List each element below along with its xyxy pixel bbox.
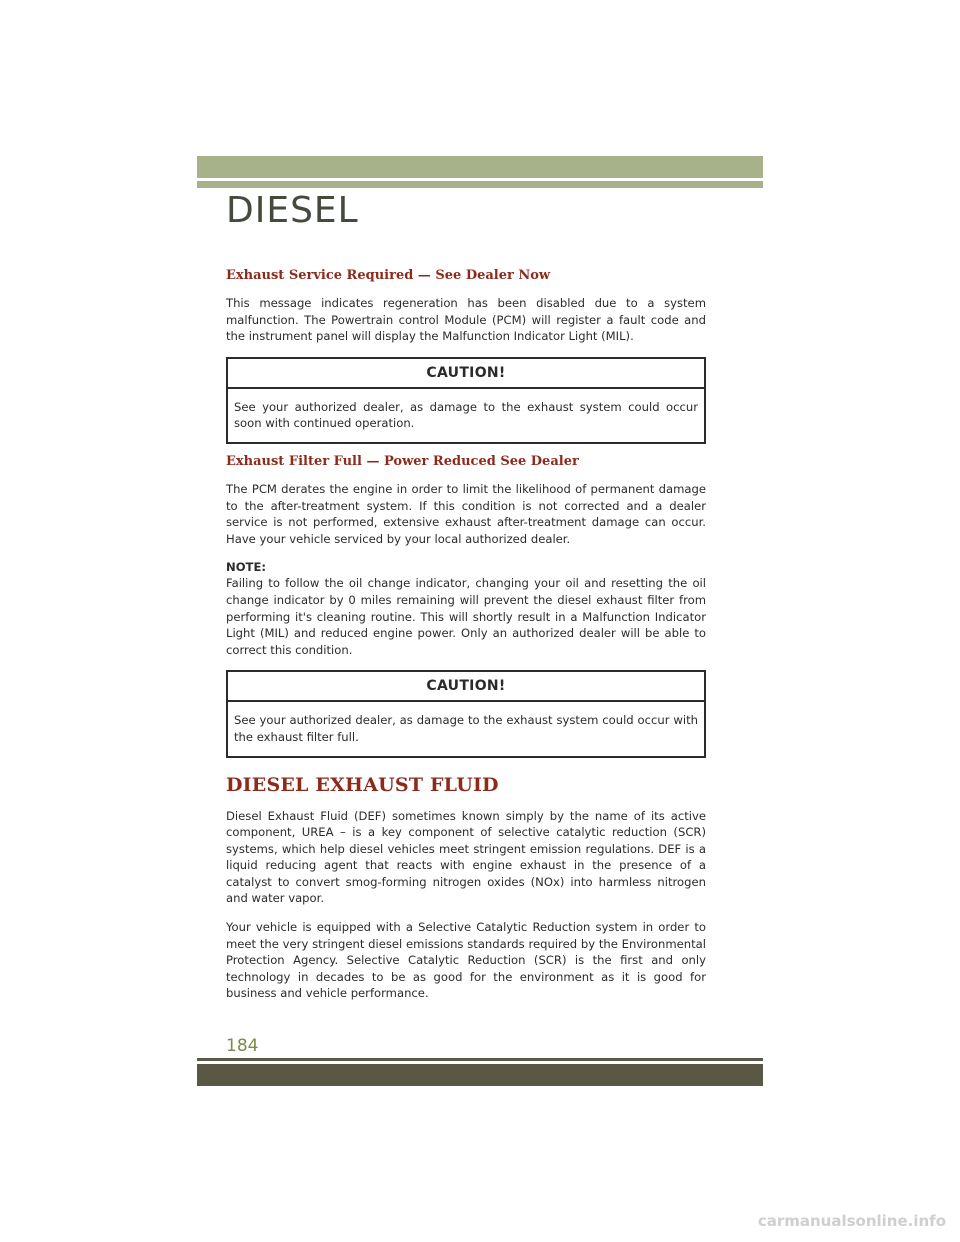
heading-exhaust-service-required: Exhaust Service Required — See Dealer Now bbox=[226, 268, 551, 283]
paragraph-def-1: Diesel Exhaust Fluid (DEF) sometimes known simply by the name of its active component, UREA – is a key component of selective catalytic reduction (SCR) systems, which help diesel vehicles meet stringent emission regulations. DEF is a liquid reducing agent that reacts with engine exhaust in the presence of a catalyst to convert smog-forming nitrogen oxides (NOx) into harmless nitrogen and water vapor. bbox=[226, 808, 706, 906]
caution-text: See your authorized dealer, as damage to the exhaust system could occur soon with continued operation. bbox=[234, 399, 698, 431]
heading-diesel-exhaust-fluid: DIESEL EXHAUST FLUID bbox=[226, 773, 499, 796]
caution-title: CAUTION! bbox=[228, 359, 704, 389]
footer-bar-line bbox=[197, 1058, 763, 1061]
paragraph-exhaust-service: This message indicates regeneration has been disabled due to a system malfunction. The Powertrain control Module (PCM) will register a fault code and the instrument panel will display the Malfunction Indicator Light (MIL). bbox=[226, 296, 706, 344]
paragraph-filter-full: The PCM derates the engine in order to limit the likelihood of permanent damage to the after-treatment system. If this condition is not corrected and a dealer service is not performed, extensive exhaust after-treatment damage can occur. Have your vehicle serviced by your local authorized dealer. bbox=[226, 481, 706, 546]
watermark: carmanualsonline.info bbox=[757, 1212, 946, 1230]
caution-box bbox=[226, 357, 706, 444]
note-text: Failing to follow the oil change indicator, changing your oil and resetting the oil change indicator by 0 miles remaining will prevent the diesel exhaust filter from performing it's cleaning routine. This will shortly result in a Malfunction Indicator Light (MIL) and reduced engine power. Only an authorized dealer will be able to correct this condition. bbox=[226, 576, 706, 657]
footer-bar bbox=[197, 1064, 763, 1086]
paragraph-def-2: Your vehicle is equipped with a Selective Catalytic Reduction system in order to meet the very stringent diesel emissions standards required by the Environmental Protection Agency. Selective Catalytic Reduction (SCR) is the first and only technology in decades to be as good for the environment as it is good for business and vehicle performance. bbox=[226, 920, 706, 1001]
section-title: DIESEL bbox=[226, 190, 359, 231]
page-number: 184 bbox=[226, 1036, 259, 1056]
caution-text: See your authorized dealer, as damage to the exhaust system could occur with the exhaust filter full. bbox=[234, 713, 698, 744]
heading-exhaust-filter-full: Exhaust Filter Full — Power Reduced See Dealer bbox=[226, 453, 579, 469]
caution-title: CAUTION! bbox=[228, 672, 704, 702]
note-label: NOTE: bbox=[226, 560, 267, 575]
page-content bbox=[226, 268, 706, 1014]
header-bar bbox=[197, 156, 763, 178]
caution-box bbox=[226, 670, 706, 757]
header-bar-line bbox=[197, 181, 763, 188]
